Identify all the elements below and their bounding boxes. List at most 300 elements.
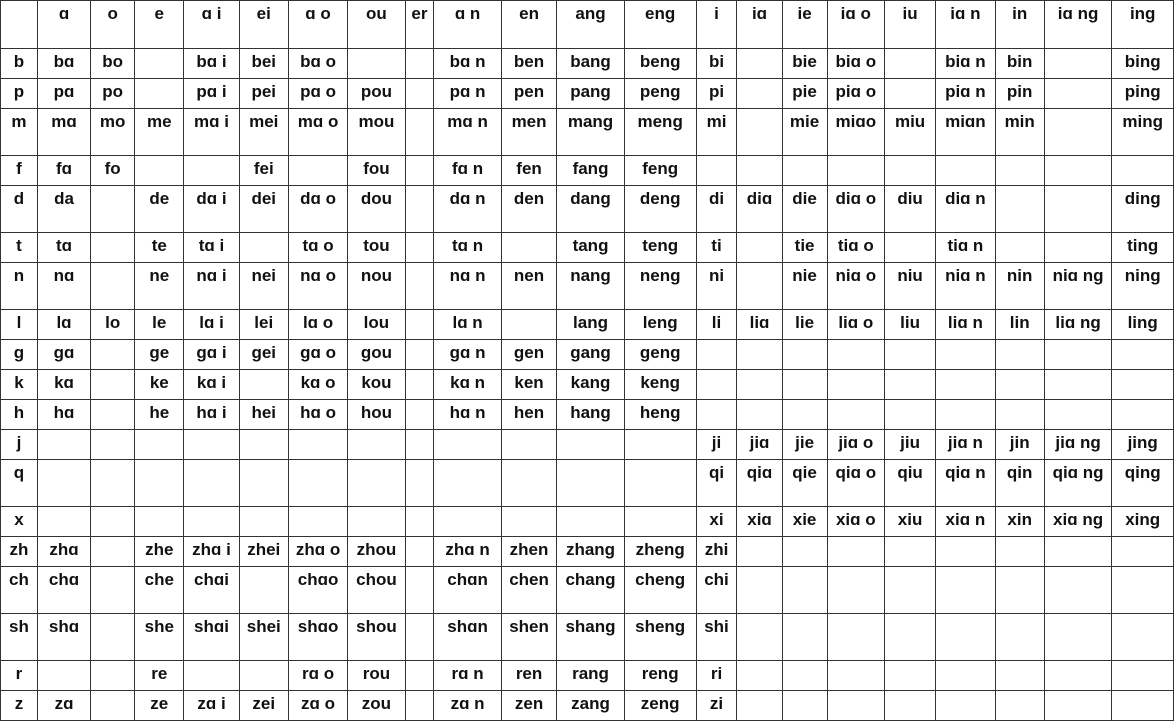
syllable-cell: ming	[1112, 109, 1174, 156]
syllable-cell: chi	[696, 567, 737, 614]
syllable-cell	[995, 537, 1044, 567]
syllable-cell	[995, 661, 1044, 691]
syllable-cell: shou	[348, 614, 405, 661]
syllable-cell	[936, 370, 995, 400]
syllable-cell: niɑ o	[827, 263, 884, 310]
syllable-cell: ting	[1112, 233, 1174, 263]
syllable-cell	[434, 460, 502, 507]
syllable-cell	[91, 661, 135, 691]
syllable-cell: dɑ n	[434, 186, 502, 233]
syllable-cell: hei	[239, 400, 288, 430]
syllable-cell	[239, 233, 288, 263]
syllable-cell	[995, 691, 1044, 721]
syllable-cell	[884, 156, 935, 186]
syllable-cell: ti	[696, 233, 737, 263]
syllable-cell: kang	[557, 370, 625, 400]
syllable-cell: diu	[884, 186, 935, 233]
syllable-cell: nɑ o	[288, 263, 347, 310]
syllable-cell	[936, 537, 995, 567]
table-row	[1, 661, 1174, 691]
initial-cell: k	[1, 370, 38, 400]
syllable-cell: pie	[782, 79, 827, 109]
syllable-cell: tɑ o	[288, 233, 347, 263]
syllable-cell: pɑ o	[288, 79, 347, 109]
syllable-cell: tɑ	[37, 233, 90, 263]
syllable-cell: nin	[995, 263, 1044, 310]
syllable-cell	[1112, 537, 1174, 567]
syllable-cell: zhɑ o	[288, 537, 347, 567]
initial-cell: g	[1, 340, 38, 370]
initial-cell: n	[1, 263, 38, 310]
syllable-cell	[184, 430, 239, 460]
syllable-cell	[827, 567, 884, 614]
syllable-cell	[1044, 186, 1112, 233]
syllable-cell: reng	[624, 661, 696, 691]
syllable-cell: fen	[501, 156, 556, 186]
syllable-cell	[91, 507, 135, 537]
syllable-cell	[624, 430, 696, 460]
syllable-cell: die	[782, 186, 827, 233]
syllable-cell	[884, 370, 935, 400]
syllable-cell: bing	[1112, 49, 1174, 79]
syllable-cell: zɑ o	[288, 691, 347, 721]
syllable-cell: liɑ o	[827, 310, 884, 340]
syllable-cell: zen	[501, 691, 556, 721]
syllable-cell	[348, 49, 405, 79]
syllable-cell	[782, 400, 827, 430]
syllable-cell	[1112, 661, 1174, 691]
syllable-cell	[782, 537, 827, 567]
syllable-cell: lie	[782, 310, 827, 340]
syllable-cell	[995, 233, 1044, 263]
syllable-cell: ren	[501, 661, 556, 691]
syllable-cell: li	[696, 310, 737, 340]
final-header-cell: o	[91, 1, 135, 49]
initial-cell: r	[1, 661, 38, 691]
syllable-cell: diɑ	[737, 186, 782, 233]
table-row	[1, 370, 1174, 400]
syllable-cell	[737, 661, 782, 691]
syllable-cell: rou	[348, 661, 405, 691]
syllable-cell: zou	[348, 691, 405, 721]
syllable-cell	[91, 370, 135, 400]
syllable-cell: che	[135, 567, 184, 614]
syllable-cell: zheng	[624, 537, 696, 567]
syllable-cell	[1112, 340, 1174, 370]
syllable-cell: mie	[782, 109, 827, 156]
syllable-cell: men	[501, 109, 556, 156]
syllable-cell: bin	[995, 49, 1044, 79]
header-row	[1, 1, 1174, 49]
syllable-cell: ling	[1112, 310, 1174, 340]
syllable-cell	[405, 233, 434, 263]
initial-cell: b	[1, 49, 38, 79]
syllable-cell: feng	[624, 156, 696, 186]
syllable-cell	[348, 460, 405, 507]
syllable-cell: xiɑ n	[936, 507, 995, 537]
syllable-cell	[501, 310, 556, 340]
final-header-cell: i	[696, 1, 737, 49]
syllable-cell: mɑ o	[288, 109, 347, 156]
syllable-cell	[936, 614, 995, 661]
syllable-cell	[1044, 233, 1112, 263]
syllable-cell: qing	[1112, 460, 1174, 507]
syllable-cell	[884, 537, 935, 567]
syllable-cell: kɑ o	[288, 370, 347, 400]
syllable-cell: biɑ n	[936, 49, 995, 79]
syllable-cell: zei	[239, 691, 288, 721]
syllable-cell	[737, 263, 782, 310]
syllable-cell: te	[135, 233, 184, 263]
syllable-cell	[827, 537, 884, 567]
syllable-cell: tɑ n	[434, 233, 502, 263]
syllable-cell: gou	[348, 340, 405, 370]
syllable-cell: nou	[348, 263, 405, 310]
syllable-cell: zhɑ i	[184, 537, 239, 567]
table-row	[1, 691, 1174, 721]
final-header-cell: iɑ ng	[1044, 1, 1112, 49]
syllable-cell: ning	[1112, 263, 1174, 310]
syllable-cell: po	[91, 79, 135, 109]
syllable-cell: bang	[557, 49, 625, 79]
syllable-cell	[624, 460, 696, 507]
syllable-cell	[1112, 614, 1174, 661]
syllable-cell	[405, 310, 434, 340]
syllable-cell: chɑi	[184, 567, 239, 614]
syllable-cell	[696, 400, 737, 430]
syllable-cell	[884, 400, 935, 430]
syllable-cell	[434, 507, 502, 537]
initial-cell: j	[1, 430, 38, 460]
syllable-cell	[737, 233, 782, 263]
syllable-cell: xing	[1112, 507, 1174, 537]
syllable-cell: xin	[995, 507, 1044, 537]
syllable-cell: diɑ o	[827, 186, 884, 233]
syllable-cell: ge	[135, 340, 184, 370]
syllable-cell: bie	[782, 49, 827, 79]
syllable-cell	[737, 109, 782, 156]
syllable-cell: hɑ o	[288, 400, 347, 430]
syllable-cell	[1044, 567, 1112, 614]
syllable-cell	[405, 537, 434, 567]
syllable-cell: dou	[348, 186, 405, 233]
table-row	[1, 430, 1174, 460]
syllable-cell: mang	[557, 109, 625, 156]
syllable-cell: zɑ	[37, 691, 90, 721]
table-row	[1, 340, 1174, 370]
syllable-cell	[884, 49, 935, 79]
syllable-cell: ze	[135, 691, 184, 721]
syllable-cell: piɑ n	[936, 79, 995, 109]
syllable-cell	[91, 186, 135, 233]
syllable-cell: cheng	[624, 567, 696, 614]
syllable-cell: xie	[782, 507, 827, 537]
syllable-cell: ping	[1112, 79, 1174, 109]
syllable-cell	[782, 691, 827, 721]
syllable-cell: gang	[557, 340, 625, 370]
table-row	[1, 614, 1174, 661]
syllable-cell	[405, 567, 434, 614]
syllable-cell: shɑ	[37, 614, 90, 661]
syllable-cell: qiɑ o	[827, 460, 884, 507]
syllable-cell	[405, 156, 434, 186]
syllable-cell: liɑ	[737, 310, 782, 340]
syllable-cell: zhɑ	[37, 537, 90, 567]
syllable-cell: gɑ o	[288, 340, 347, 370]
syllable-cell: xiɑ ng	[1044, 507, 1112, 537]
syllable-cell: bei	[239, 49, 288, 79]
syllable-cell	[884, 567, 935, 614]
syllable-cell: bɑ i	[184, 49, 239, 79]
syllable-cell: kɑ i	[184, 370, 239, 400]
syllable-cell: zhou	[348, 537, 405, 567]
syllable-cell: biɑ o	[827, 49, 884, 79]
syllable-cell	[91, 400, 135, 430]
syllable-cell	[288, 460, 347, 507]
final-header-cell: ɑ n	[434, 1, 502, 49]
syllable-cell	[1044, 537, 1112, 567]
syllable-cell: miɑn	[936, 109, 995, 156]
syllable-cell: xiɑ	[737, 507, 782, 537]
initial-cell: f	[1, 156, 38, 186]
syllable-cell	[91, 567, 135, 614]
syllable-cell	[936, 156, 995, 186]
syllable-cell	[827, 156, 884, 186]
syllable-cell: kou	[348, 370, 405, 400]
syllable-cell: tɑ i	[184, 233, 239, 263]
syllable-cell: lei	[239, 310, 288, 340]
syllable-cell: di	[696, 186, 737, 233]
initial-cell: q	[1, 460, 38, 507]
syllable-cell: gɑ n	[434, 340, 502, 370]
syllable-cell: qiɑ ng	[1044, 460, 1112, 507]
syllable-cell: shi	[696, 614, 737, 661]
syllable-cell	[405, 460, 434, 507]
syllable-cell: she	[135, 614, 184, 661]
final-header-cell: ie	[782, 1, 827, 49]
final-header-cell: ɑ	[37, 1, 90, 49]
syllable-cell: ri	[696, 661, 737, 691]
syllable-cell	[37, 661, 90, 691]
syllable-cell: pɑ	[37, 79, 90, 109]
syllable-cell	[239, 507, 288, 537]
syllable-cell: beng	[624, 49, 696, 79]
final-header-cell: ang	[557, 1, 625, 49]
syllable-cell	[884, 233, 935, 263]
syllable-cell: fɑ	[37, 156, 90, 186]
syllable-cell: dei	[239, 186, 288, 233]
syllable-cell: me	[135, 109, 184, 156]
syllable-cell: shɑi	[184, 614, 239, 661]
syllable-cell	[936, 691, 995, 721]
syllable-cell: fang	[557, 156, 625, 186]
syllable-cell: nen	[501, 263, 556, 310]
syllable-cell: le	[135, 310, 184, 340]
syllable-cell	[1044, 340, 1112, 370]
syllable-cell	[1112, 691, 1174, 721]
syllable-cell: ben	[501, 49, 556, 79]
syllable-cell: zɑ i	[184, 691, 239, 721]
final-header-cell: ei	[239, 1, 288, 49]
syllable-cell	[1044, 370, 1112, 400]
syllable-cell	[782, 661, 827, 691]
syllable-cell: zhang	[557, 537, 625, 567]
syllable-cell: jin	[995, 430, 1044, 460]
syllable-cell: nei	[239, 263, 288, 310]
syllable-cell	[737, 614, 782, 661]
syllable-cell	[696, 156, 737, 186]
syllable-cell	[936, 661, 995, 691]
initial-cell: ch	[1, 567, 38, 614]
syllable-cell: lin	[995, 310, 1044, 340]
syllable-cell	[884, 691, 935, 721]
final-header-cell: ing	[1112, 1, 1174, 49]
syllable-cell: dɑ o	[288, 186, 347, 233]
syllable-cell	[37, 507, 90, 537]
syllable-cell	[1044, 79, 1112, 109]
syllable-cell: liɑ n	[936, 310, 995, 340]
syllable-cell	[782, 156, 827, 186]
syllable-cell: jiɑ	[737, 430, 782, 460]
syllable-cell: mɑ n	[434, 109, 502, 156]
syllable-cell	[737, 537, 782, 567]
syllable-cell: mɑ i	[184, 109, 239, 156]
syllable-cell	[737, 156, 782, 186]
syllable-cell: geng	[624, 340, 696, 370]
syllable-cell: zang	[557, 691, 625, 721]
syllable-cell: nɑ i	[184, 263, 239, 310]
syllable-cell	[405, 340, 434, 370]
syllable-cell: pɑ n	[434, 79, 502, 109]
syllable-cell	[135, 460, 184, 507]
syllable-cell	[624, 507, 696, 537]
syllable-cell	[135, 430, 184, 460]
syllable-cell	[405, 507, 434, 537]
syllable-cell: qin	[995, 460, 1044, 507]
syllable-cell: mi	[696, 109, 737, 156]
syllable-cell: xiu	[884, 507, 935, 537]
syllable-cell: sheng	[624, 614, 696, 661]
syllable-cell: zhei	[239, 537, 288, 567]
syllable-cell	[91, 614, 135, 661]
table-row	[1, 507, 1174, 537]
syllable-cell	[405, 370, 434, 400]
syllable-cell: gei	[239, 340, 288, 370]
syllable-cell: dang	[557, 186, 625, 233]
syllable-cell	[184, 507, 239, 537]
table-row	[1, 400, 1174, 430]
initial-cell: zh	[1, 537, 38, 567]
syllable-cell: tie	[782, 233, 827, 263]
syllable-cell	[405, 49, 434, 79]
initial-cell: p	[1, 79, 38, 109]
syllable-cell: lo	[91, 310, 135, 340]
final-header-cell: er	[405, 1, 434, 49]
table-row	[1, 310, 1174, 340]
syllable-cell	[184, 661, 239, 691]
syllable-cell	[884, 340, 935, 370]
syllable-cell	[37, 460, 90, 507]
syllable-cell: zhɑ n	[434, 537, 502, 567]
syllable-cell: chɑ	[37, 567, 90, 614]
syllable-cell	[405, 263, 434, 310]
initial-cell: h	[1, 400, 38, 430]
syllable-cell	[827, 661, 884, 691]
syllable-cell: lɑ	[37, 310, 90, 340]
syllable-cell: re	[135, 661, 184, 691]
syllable-cell: keng	[624, 370, 696, 400]
syllable-cell: hɑ	[37, 400, 90, 430]
syllable-cell	[782, 340, 827, 370]
syllable-cell: nie	[782, 263, 827, 310]
syllable-cell: lɑ i	[184, 310, 239, 340]
syllable-cell	[91, 263, 135, 310]
syllable-cell: bɑ n	[434, 49, 502, 79]
syllable-cell	[1044, 400, 1112, 430]
syllable-cell	[1112, 567, 1174, 614]
table-row	[1, 49, 1174, 79]
syllable-cell: fo	[91, 156, 135, 186]
syllable-cell: chɑn	[434, 567, 502, 614]
syllable-cell: diɑ n	[936, 186, 995, 233]
syllable-cell	[1044, 49, 1112, 79]
final-header-cell: ɑ o	[288, 1, 347, 49]
syllable-cell	[1044, 661, 1112, 691]
syllable-cell	[737, 340, 782, 370]
syllable-cell: mei	[239, 109, 288, 156]
syllable-cell: bo	[91, 49, 135, 79]
syllable-cell: chen	[501, 567, 556, 614]
syllable-cell	[405, 186, 434, 233]
syllable-cell: liu	[884, 310, 935, 340]
syllable-cell	[501, 233, 556, 263]
syllable-cell: chɑo	[288, 567, 347, 614]
syllable-cell	[135, 507, 184, 537]
syllable-cell: pɑ i	[184, 79, 239, 109]
syllable-cell: ken	[501, 370, 556, 400]
syllable-cell	[405, 691, 434, 721]
syllable-cell: pou	[348, 79, 405, 109]
table-row	[1, 156, 1174, 186]
syllable-cell	[884, 79, 935, 109]
syllable-cell	[1044, 614, 1112, 661]
syllable-cell	[239, 460, 288, 507]
syllable-cell	[184, 460, 239, 507]
table-row	[1, 537, 1174, 567]
syllable-cell: leng	[624, 310, 696, 340]
syllable-cell: xiɑ o	[827, 507, 884, 537]
syllable-cell: hang	[557, 400, 625, 430]
syllable-cell: ni	[696, 263, 737, 310]
syllable-cell	[827, 340, 884, 370]
syllable-cell: zhe	[135, 537, 184, 567]
syllable-cell: jing	[1112, 430, 1174, 460]
syllable-cell: miɑo	[827, 109, 884, 156]
syllable-cell: zɑ n	[434, 691, 502, 721]
syllable-cell	[884, 661, 935, 691]
syllable-cell: rɑ n	[434, 661, 502, 691]
syllable-cell: meng	[624, 109, 696, 156]
syllable-cell	[557, 460, 625, 507]
syllable-cell	[405, 400, 434, 430]
final-header-cell: iɑ n	[936, 1, 995, 49]
initial-cell: l	[1, 310, 38, 340]
syllable-cell	[348, 430, 405, 460]
syllable-cell: bi	[696, 49, 737, 79]
syllable-cell: jiu	[884, 430, 935, 460]
syllable-cell: nang	[557, 263, 625, 310]
syllable-cell: shɑn	[434, 614, 502, 661]
